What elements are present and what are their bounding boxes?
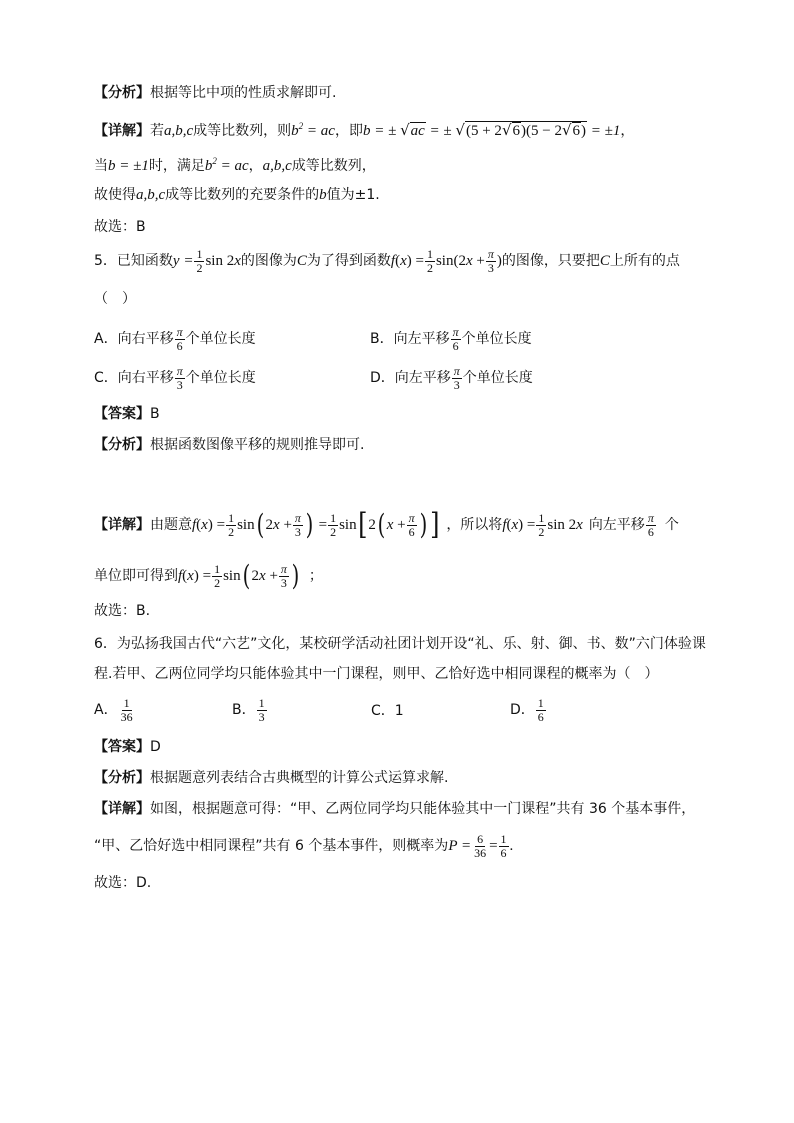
q5-end: 故选：B. xyxy=(94,603,151,619)
analysis-text: 根据等比中项的性质求解即可. xyxy=(150,85,337,101)
formula-b-pm: b = ± √ac = ± √(5 + 2√6)(5 − 2√6) = ±1 xyxy=(362,121,621,139)
q6-option-a: A． $\frac{1}{36}$ xyxy=(94,696,133,724)
q6-option-d: D． $\frac{1}{6}$ xyxy=(510,696,544,724)
question-6-line-2: 程.若甲、乙两位同学均只能体验其中一门课程，则甲、乙恰好选中相同课程的概率为（ ） xyxy=(94,666,659,682)
q5-option-a: A．向右平移 $\frac{\pi}{6}$ 个单位长度 xyxy=(94,325,256,353)
q6-end: 故选：D. xyxy=(94,875,152,891)
q5-detail-2: 单位即可得到f(x) = $\frac{1}{2}$ sin( 2x + $\frac{\pi}{3}$ ) ； xyxy=(94,559,323,592)
analysis-tag: 【分析】 xyxy=(94,85,150,101)
answer-choice-4: 故选：B xyxy=(94,219,146,235)
formula-b2-ac: $b^2$ = ac xyxy=(291,121,335,139)
detail-line-2: 当b = ±1时，满足$b^2$ = ac，a,b,c成等比数列， xyxy=(94,156,376,174)
q5-option-d: D．向左平移 $\frac{\pi}{3}$ 个单位长度 xyxy=(370,364,533,392)
q5-option-b: B．向左平移 $\frac{\pi}{6}$ 个单位长度 xyxy=(370,325,532,353)
question-6-line-1: 6．为弘扬我国古代“六艺”文化，某校研学活动社团计划开设“礼、乐、射、御、书、数”六门体验课 xyxy=(94,636,706,652)
question-5-paren: （ ） xyxy=(94,291,136,307)
detail-tag: 【详解】 xyxy=(94,123,150,139)
q6-detail-2: “甲、乙恰好选中相同课程”共有 6 个基本事件，则概率为P = $\frac{6}{36}$ = $\frac{1}{6}$ . xyxy=(94,832,514,860)
q6-detail-1: 【详解】如图，根据题意可得：“甲、乙两位同学均只能体验其中一门课程”共有 36 个基本事件， xyxy=(94,801,696,817)
question-5: 5．已知函数y = $\frac{1}{2}$ sin 2x的图像为C为了得到函数f(x) = $\frac{1}{2}$ sin(2x + $\frac{\pi}{3}$ )的图像，只要把C上所有的点 xyxy=(94,247,680,275)
detail-line-3: 故使得a,b,c成等比数列的充要条件的b值为±1. xyxy=(94,187,380,203)
q5-detail-1: 【详解】由题意f(x) = $\frac{1}{2}$ sin( 2x + $\frac{\pi}{3}$ ) = $\frac{1}{2}$ sin[2( x + $\frac{\pi}{6}$ )] ，所以将f(x) = $\frac{1}{2}$ sin 2x 向左平移 $\frac{\pi}{6}$ 个 xyxy=(94,507,679,542)
q6-answer: 【答案】D xyxy=(94,739,161,755)
q6-analysis: 【分析】根据题意列表结合古典概型的计算公式运算求解. xyxy=(94,770,449,786)
q5-analysis: 【分析】根据函数图像平移的规则推导即可. xyxy=(94,437,365,453)
analysis-line-1 xyxy=(94,86,336,101)
q6-option-c: C．1 xyxy=(371,703,404,719)
q5-option-c: C．向右平移 $\frac{\pi}{3}$ 个单位长度 xyxy=(94,364,256,392)
q6-option-b: B． $\frac{1}{3}$ xyxy=(232,696,265,724)
detail-line-1: 【详解】若a,b,c成等比数列，则$b^2$ = ac，即b = ± √ac = ± √(5 + 2√6)(5 − 2√6) = ±1， xyxy=(94,121,635,139)
q5-answer: 【答案】B xyxy=(94,406,160,422)
